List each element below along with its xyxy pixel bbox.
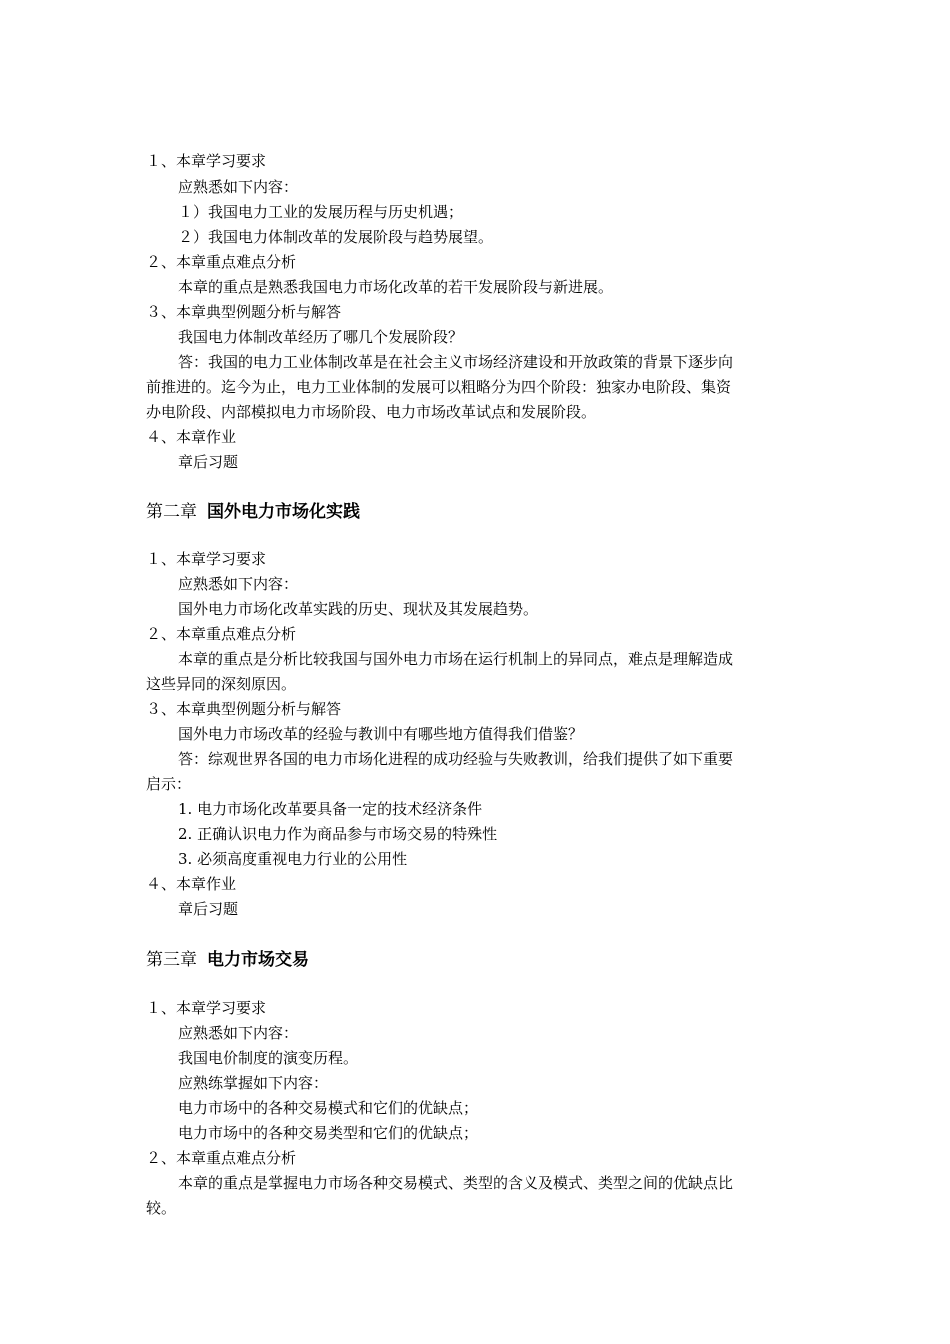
text-line: 我国电价制度的演变历程。 [178, 1049, 359, 1067]
section-item-heading: ３、本章典型例题分析与解答 [146, 700, 342, 718]
text-line: 3. 必须高度重视电力行业的公用性 [178, 850, 408, 868]
text-line: 本章的重点是掌握电力市场各种交易模式、类型的含义及模式、类型之间的优缺点比 [178, 1174, 734, 1192]
text-line: １）我国电力工业的发展历程与历史机遇； [178, 203, 464, 221]
text-line: 答：我国的电力工业体制改革是在社会主义市场经济建设和开放政策的背景下逐步向 [178, 353, 734, 371]
text-line: 我国电力体制改革经历了哪几个发展阶段？ [178, 328, 464, 346]
text-line: 章后习题 [178, 453, 239, 471]
text-line: 这些异同的深刻原因。 [146, 675, 297, 693]
text-line: 前推进的。迄今为止，电力工业体制的发展可以粗略分为四个阶段：独家办电阶段、集资 [146, 378, 732, 396]
section-item-heading: ４、本章作业 [146, 875, 237, 893]
text-line: 本章的重点是熟悉我国电力市场化改革的若干发展阶段与新进展。 [178, 278, 614, 296]
text-line: 电力市场中的各种交易模式和它们的优缺点； [178, 1099, 479, 1117]
section-item-heading: ２、本章重点难点分析 [146, 625, 297, 643]
chapter-number: 第三章 [146, 950, 197, 970]
text-line: 应熟悉如下内容： [178, 1024, 299, 1042]
chapter-title: 电力市场交易 [207, 950, 309, 970]
text-line: 电力市场中的各种交易类型和它们的优缺点； [178, 1124, 479, 1142]
text-line: 1. 电力市场化改革要具备一定的技术经济条件 [178, 800, 483, 818]
text-line: 应熟悉如下内容： [178, 575, 299, 593]
section-item-heading: １、本章学习要求 [146, 152, 267, 170]
section-item-heading: ２、本章重点难点分析 [146, 1149, 297, 1167]
chapter-heading [146, 949, 309, 971]
text-line: 应熟悉如下内容： [178, 178, 299, 196]
section-item-heading: １、本章学习要求 [146, 550, 267, 568]
chapter-title: 国外电力市场化实践 [207, 502, 360, 522]
chapter-heading [146, 501, 360, 523]
section-item-heading: ３、本章典型例题分析与解答 [146, 303, 342, 321]
text-line: 国外电力市场化改革实践的历史、现状及其发展趋势。 [178, 600, 539, 618]
text-line: 应熟练掌握如下内容： [178, 1074, 329, 1092]
text-line: 答：综观世界各国的电力市场化进程的成功经验与失败教训，给我们提供了如下重要 [178, 750, 734, 768]
text-line: 启示： [146, 775, 192, 793]
section-item-heading: ４、本章作业 [146, 428, 237, 446]
text-line: 2. 正确认识电力作为商品参与市场交易的特殊性 [178, 825, 498, 843]
chapter-number: 第二章 [146, 502, 197, 522]
text-line: 办电阶段、内部模拟电力市场阶段、电力市场改革试点和发展阶段。 [146, 403, 597, 421]
text-line: 国外电力市场改革的经验与教训中有哪些地方值得我们借鉴？ [178, 725, 584, 743]
text-line: ２）我国电力体制改革的发展阶段与趋势展望。 [178, 228, 494, 246]
text-line: 本章的重点是分析比较我国与国外电力市场在运行机制上的异同点，难点是理解造成 [178, 650, 734, 668]
text-line: 较。 [146, 1199, 177, 1217]
section-item-heading: ２、本章重点难点分析 [146, 253, 297, 271]
section-item-heading: １、本章学习要求 [146, 999, 267, 1017]
text-line: 章后习题 [178, 900, 239, 918]
